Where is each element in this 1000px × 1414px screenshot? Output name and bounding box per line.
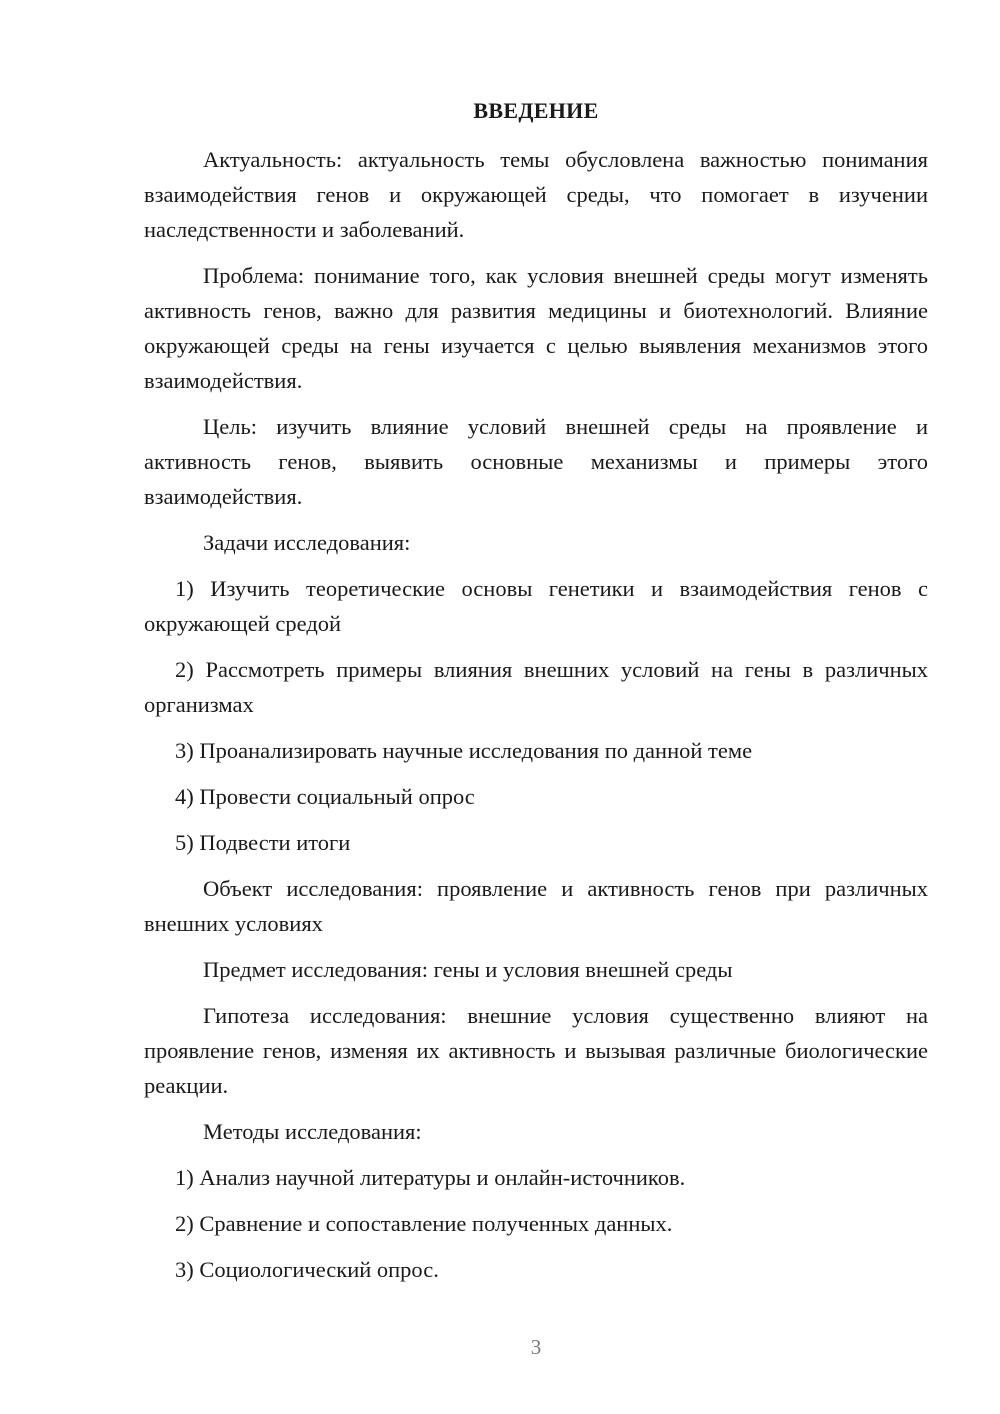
paragraph-problem: Проблема: понимание того, как условия внешней среды могут изменять активность генов, важно для развития медицины и биотехнологий. Влияние окружающей среды на гены изучается с целью выявления механизмов этого взаимодействия. [144, 263, 928, 393]
task-item: 3) Проанализировать научные исследования по данной теме [175, 738, 753, 763]
task-item: 4) Провести социальный опрос [175, 784, 475, 809]
task-item: 2) Рассмотреть примеры влияния внешних условий на гены в различных организмах [144, 657, 928, 717]
document-body [144, 142, 928, 1298]
page-number: 3 [530, 1335, 542, 1359]
method-item: 1) Анализ научной литературы и онлайн-источников. [175, 1165, 686, 1190]
paragraph-object: Объект исследования: проявление и активность генов при различных внешних условиях [144, 876, 928, 936]
task-item: 5) Подвести итоги [175, 830, 351, 855]
section-title: ВВЕДЕНИЕ [473, 98, 599, 123]
method-item: 3) Социологический опрос. [175, 1257, 439, 1282]
task-item: 1) Изучить теоретические основы генетики и взаимодействия генов с окружающей средой [144, 576, 928, 636]
paragraph-methods-heading: Методы исследования: [203, 1119, 422, 1144]
paragraph-hypothesis: Гипотеза исследования: внешние условия существенно влияют на проявление генов, изменяя их активность и вызывая различные биологические реакции. [144, 1003, 928, 1098]
paragraph-goal: Цель: изучить влияние условий внешней среды на проявление и активность генов, выявить основные механизмы и примеры этого взаимодействия. [144, 414, 928, 509]
paragraph-subject: Предмет исследования: гены и условия внешней среды [203, 957, 733, 982]
paragraph-relevance: Актуальность: актуальность темы обусловлена важностью понимания взаимодействия генов и окружающей среды, что помогает в изучении наследственности и заболеваний. [144, 147, 928, 242]
paragraph-tasks-heading: Задачи исследования: [203, 530, 411, 555]
method-item: 2) Сравнение и сопоставление полученных данных. [175, 1211, 673, 1236]
